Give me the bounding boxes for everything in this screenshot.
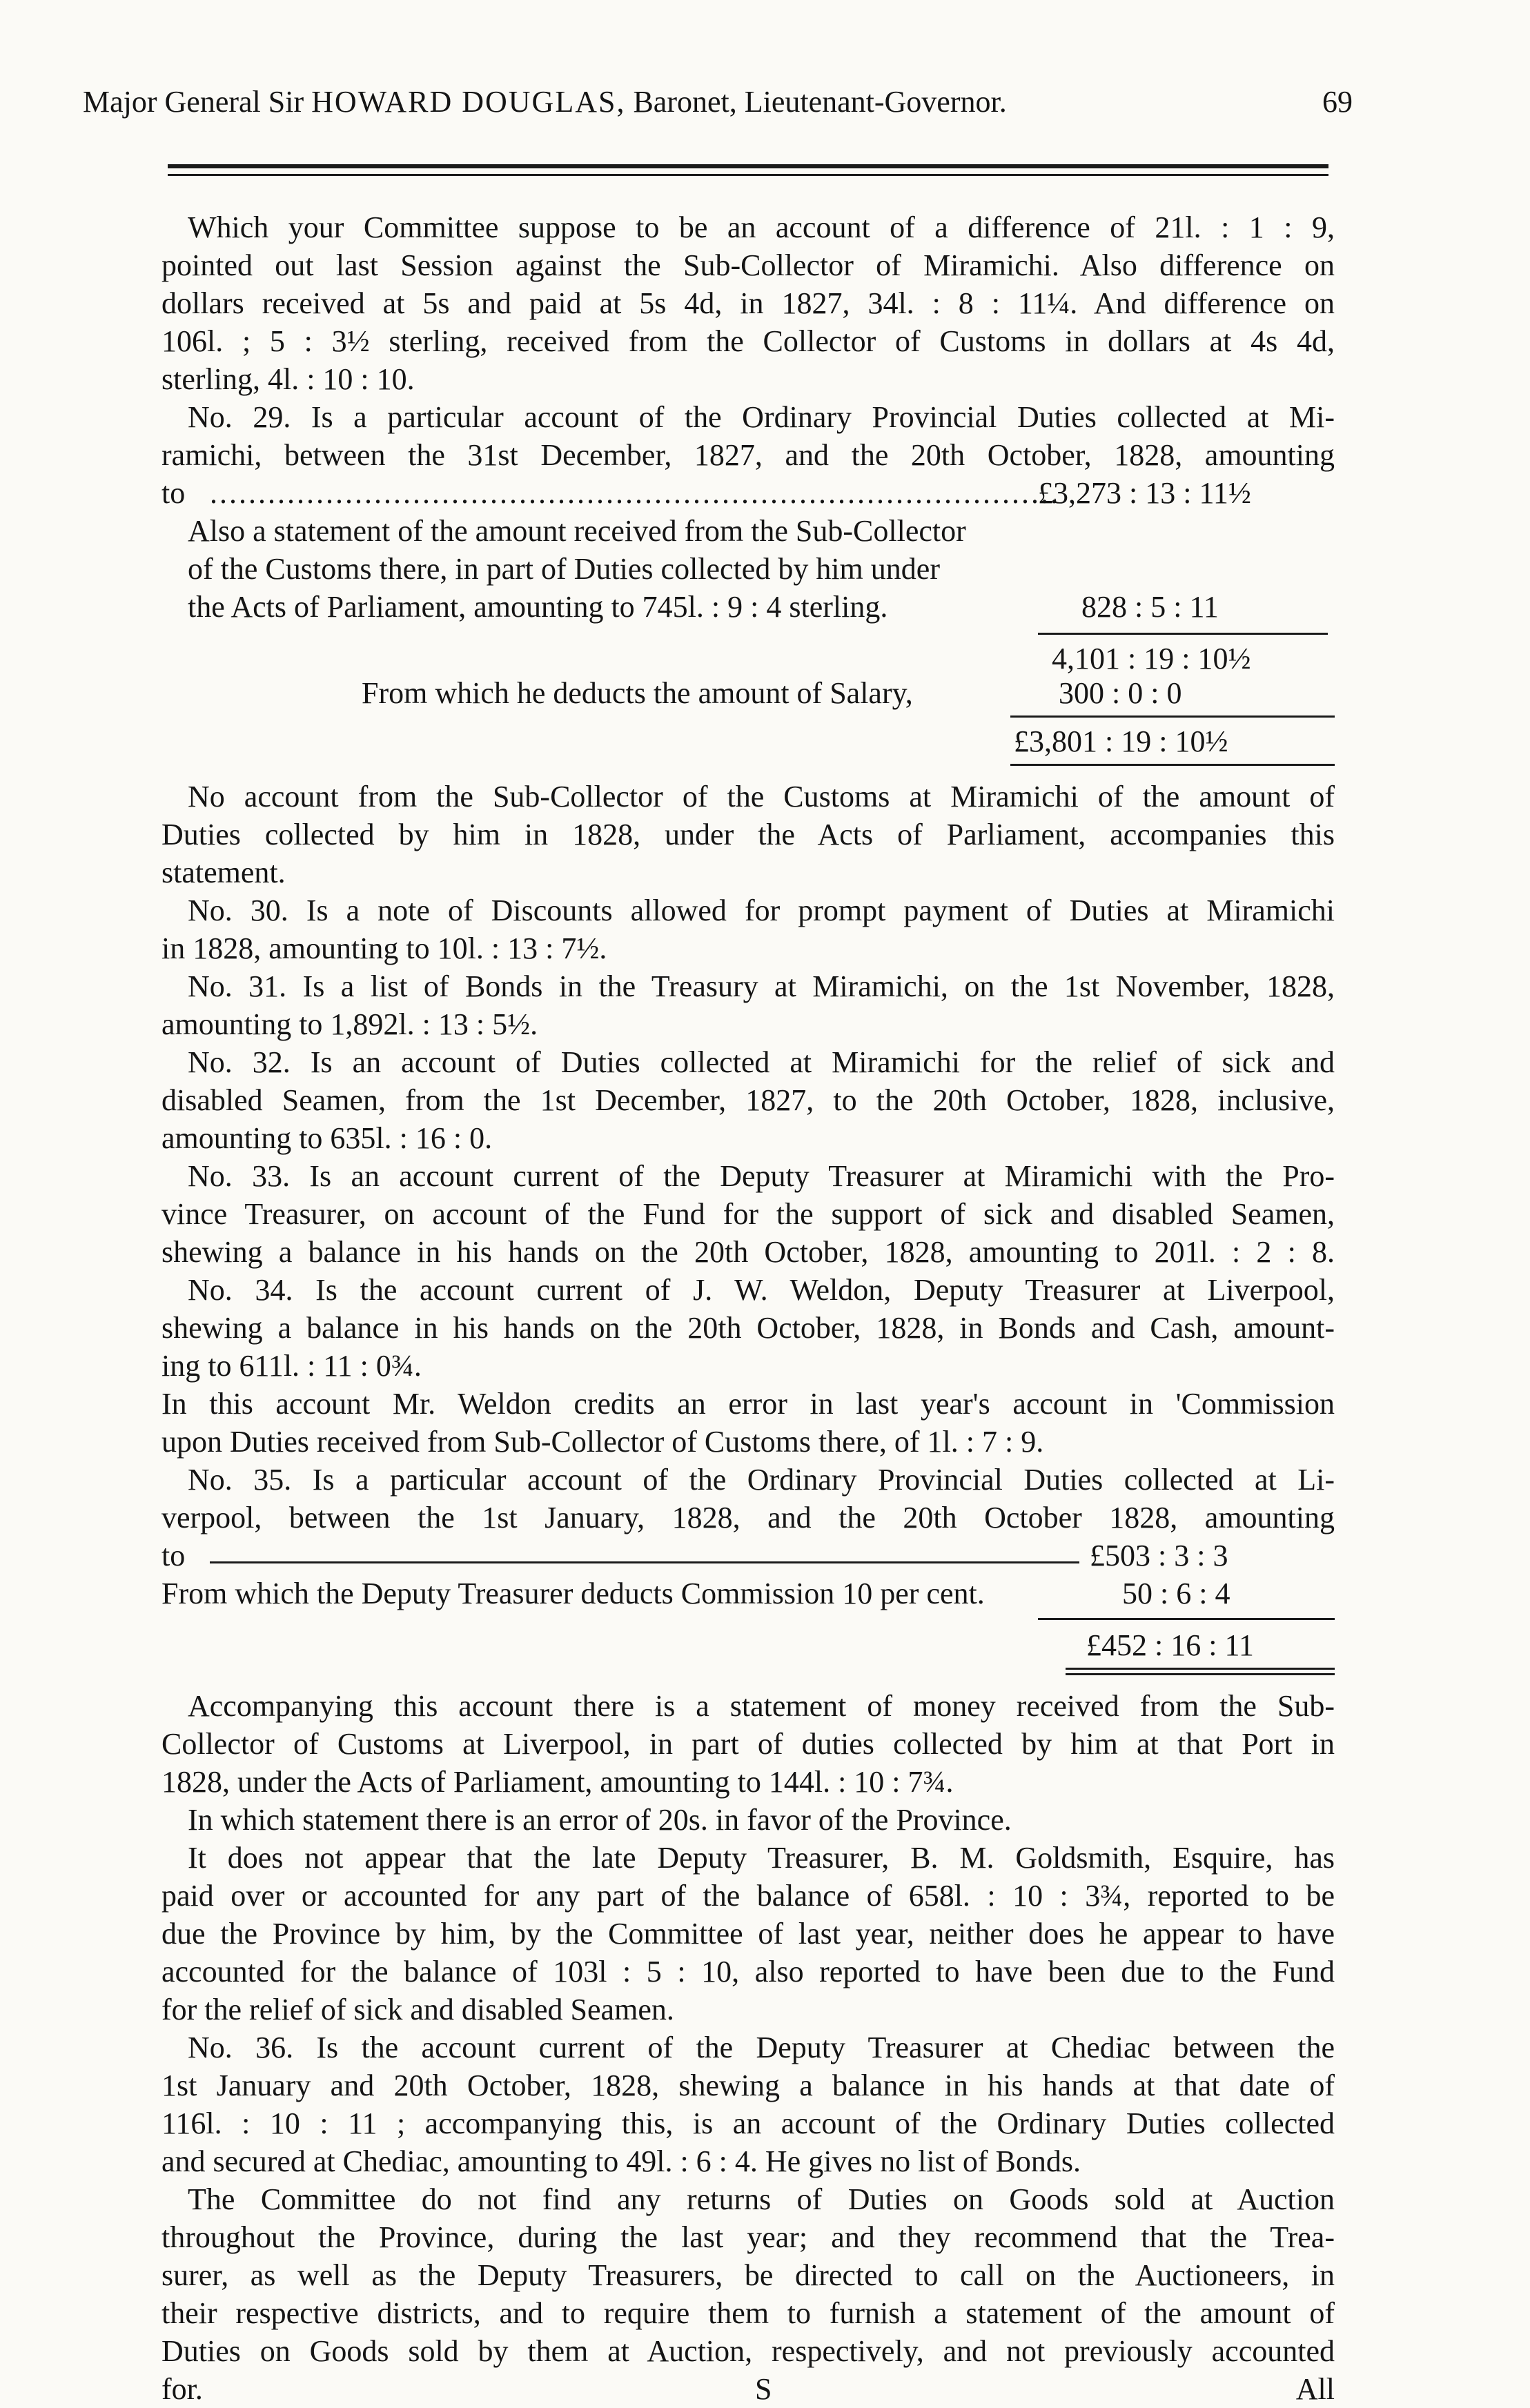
text-line: No account from the Sub-Collector of the Customs at Miramichi of the amount of [188, 780, 1335, 813]
text-line: ramichi, between the 31st December, 1827, and the 20th October, 1828, amounting [161, 438, 1335, 472]
account-label: From which the Deputy Treasurer deducts Commission 10 per cent. [161, 1577, 985, 1610]
total-underline [1010, 764, 1335, 766]
text-line: No. 30. Is a note of Discounts allowed for prompt payment of Duties at Miramichi [188, 894, 1335, 927]
text-line: 1828, under the Acts of Parliament, amounting to 144l. : 10 : 7¾. [161, 1765, 954, 1799]
catchword: All [1295, 2372, 1335, 2406]
text-line: Duties on Goods sold by them at Auction, respectively, and not previously accounted [161, 2334, 1335, 2368]
header-title-name: HOWARD DOUGLAS, [311, 85, 626, 119]
page-footer [161, 2370, 1335, 2408]
text-line: in 1828, amounting to 10l. : 13 : 7½. [161, 931, 607, 965]
account-amount: £3,273 : 13 : 11½ [1038, 476, 1251, 510]
text-line: 116l. : 10 : 11 ; accompanying this, is an account of the Ordinary Duties collected [161, 2106, 1335, 2140]
total-rule [1010, 716, 1335, 718]
leader-rule [210, 1561, 1079, 1563]
header-title-prefix: Major General Sir [83, 85, 304, 119]
text-line: No. 29. Is a particular account of the Ordinary Provincial Duties collected at Mi- [188, 400, 1335, 434]
text-line: No. 35. Is a particular account of the Ordinary Provincial Duties collected at Li- [188, 1463, 1335, 1497]
account-row [161, 1537, 1335, 1575]
text-line: vince Treasurer, on account of the Fund for the support of sick and disabled Seamen, [161, 1197, 1335, 1231]
header-rule-thick [168, 164, 1328, 168]
paragraph-no-29 [161, 398, 1335, 474]
text-line: paid over or accounted for any part of the balance of 658l. : 10 : 3¾, reported to be [161, 1879, 1335, 1913]
text-line: for the relief of sick and disabled Seamen. [161, 1993, 674, 2026]
account-row [188, 512, 1154, 550]
signature-mark: S [755, 2372, 772, 2406]
account-total: £452 : 16 : 11 [1086, 1628, 1254, 1662]
paragraph-no-33 [161, 1157, 1335, 1271]
running-header [83, 81, 1353, 123]
account-amount: 4,101 : 19 : 10½ [1052, 642, 1251, 675]
text-line: No. 33. Is an account current of the Deputy Treasurer at Miramichi with the Pro- [188, 1159, 1335, 1193]
text-line: throughout the Province, during the last year; and they recommend that the Trea- [161, 2220, 1335, 2254]
text-line: pointed out last Session against the Sub-Collector of Miramichi. Also difference on [161, 248, 1335, 282]
text-line: It does not appear that the late Deputy Treasurer, B. M. Goldsmith, Esquire, has [188, 1841, 1335, 1875]
account-row [161, 1626, 1335, 1664]
text-line: amounting to 635l. : 16 : 0. [161, 1121, 493, 1155]
text-line: ing to 611l. : 11 : 0¾. [161, 1349, 422, 1383]
text-line: amounting to 1,892l. : 13 : 5½. [161, 1007, 538, 1041]
paragraph-error-20s [161, 1801, 1335, 1839]
account-row [188, 550, 1154, 588]
page-number: 69 [1322, 85, 1353, 119]
footer-last-word: for. [161, 2372, 203, 2406]
account-row [161, 722, 1335, 760]
text-line: shewing a balance in his hands on the 20th October, 1828, in Bonds and Cash, amount- [161, 1311, 1335, 1345]
paragraph-no-36 [161, 2029, 1335, 2180]
paragraph-no-34 [161, 1271, 1335, 1385]
paragraph-no-35 [161, 1461, 1335, 1537]
text-line: disabled Seamen, from the 1st December, 1827, to the 20th October, 1828, inclusive, [161, 1083, 1335, 1117]
sum-rule [1038, 633, 1328, 635]
account-row [161, 474, 1335, 512]
text-line: In this account Mr. Weldon credits an error in last year's account in 'Commission [161, 1387, 1335, 1421]
sum-rule [1038, 1618, 1335, 1620]
account-no-35 [161, 1537, 1335, 1675]
account-row [188, 588, 1335, 626]
text-line: In which statement there is an error of 20s. in favor of the Province. [188, 1803, 1012, 1837]
text-line: Duties collected by him in 1828, under the Acts of Parliament, accompanies this [161, 818, 1335, 851]
text-line: No. 34. Is the account current of J. W. Weldon, Deputy Treasurer at Liverpool, [188, 1273, 1335, 1307]
account-row [161, 674, 1335, 712]
account-total: £3,801 : 19 : 10½ [1014, 724, 1228, 758]
text-line: No. 36. Is the account current of the Deputy Treasurer at Chediac between the [188, 2031, 1335, 2064]
paragraph-no-30 [161, 891, 1335, 967]
text-line: 106l. ; 5 : 3½ sterling, received from the Collector of Customs in dollars at 4s 4d, [161, 324, 1335, 358]
paragraph-liverpool-statement [161, 1687, 1335, 1801]
text-line: Which your Committee suppose to be an account of a difference of 21l. : 1 : 9, [188, 210, 1335, 244]
total-underline [1066, 1668, 1335, 1670]
paragraph-difference [161, 208, 1335, 398]
text-line: Accompanying this account there is a statement of money received from the Sub- [188, 1689, 1335, 1723]
text-line: due the Province by him, by the Committee of last year, neither does he appear to have [161, 1917, 1335, 1951]
account-label: From which he deducts the amount of Salary, [362, 676, 913, 710]
account-label: to [161, 1539, 186, 1572]
account-row [161, 640, 1335, 678]
text-line: Collector of Customs at Liverpool, in part of duties collected by him at that Port in [161, 1727, 1335, 1761]
header-rule-thin [168, 174, 1328, 176]
account-amount: £503 : 3 : 3 [1090, 1539, 1228, 1572]
paragraph-no-account [161, 778, 1335, 891]
text-line: dollars received at 5s and paid at 5s 4d, in 1827, 34l. : 8 : 11¼. And difference on [161, 286, 1335, 320]
account-label: of the Customs there, in part of Duties collected by him under [188, 552, 940, 586]
account-label: Also a statement of the amount received from the Sub-Collector [188, 514, 966, 548]
paragraph-no-31 [161, 967, 1335, 1043]
paragraph-weldon-error [161, 1385, 1335, 1461]
account-label: the Acts of Parliament, amounting to 745l. : 9 : 4 sterling. [188, 590, 888, 624]
account-no-29 [161, 474, 1335, 778]
account-amount: 300 : 0 : 0 [1059, 676, 1182, 710]
text-line: statement. [161, 856, 286, 889]
account-label: to [161, 476, 186, 510]
header-title-suffix: Baronet, Lieutenant-Governor. [633, 85, 1007, 119]
text-line: No. 31. Is a list of Bonds in the Treasury at Miramichi, on the 1st November, 1828, [188, 969, 1335, 1003]
paragraph-no-32 [161, 1043, 1335, 1157]
paragraph-goldsmith [161, 1839, 1335, 2029]
paragraph-auction [161, 2180, 1335, 2370]
account-amount: 50 : 6 : 4 [1122, 1577, 1230, 1610]
header-title [83, 81, 1007, 123]
text-line: upon Duties received from Sub-Collector of Customs there, of 1l. : 7 : 9. [161, 1425, 1044, 1459]
page-body [161, 208, 1335, 2408]
text-line: sterling, 4l. : 10 : 10. [161, 362, 415, 396]
text-line: surer, as well as the Deputy Treasurers, be directed to call on the Auctioneers, in [161, 2258, 1335, 2292]
total-underline [1066, 1673, 1335, 1675]
text-line: verpool, between the 1st January, 1828, and the 20th October 1828, amounting [161, 1501, 1335, 1534]
text-line: accounted for the balance of 103l : 5 : 10, also reported to have been due to the Fund [161, 1955, 1335, 1988]
leader-dots: ........................................................................................ [210, 476, 1060, 510]
text-line: shewing a balance in his hands on the 20th October, 1828, amounting to 201l. : 2 : 8. [161, 1235, 1335, 1269]
text-line: 1st January and 20th October, 1828, shewing a balance in his hands at that date of [161, 2069, 1335, 2102]
account-row [161, 1575, 1335, 1612]
text-line: No. 32. Is an account of Duties collected at Miramichi for the relief of sick and [188, 1045, 1335, 1079]
text-line: The Committee do not find any returns of Duties on Goods sold at Auction [188, 2182, 1335, 2216]
text-line: and secured at Chediac, amounting to 49l. : 6 : 4. He gives no list of Bonds. [161, 2144, 1081, 2178]
text-line: their respective districts, and to require them to furnish a statement of the amount of [161, 2296, 1335, 2330]
account-amount: 828 : 5 : 11 [1081, 590, 1219, 624]
